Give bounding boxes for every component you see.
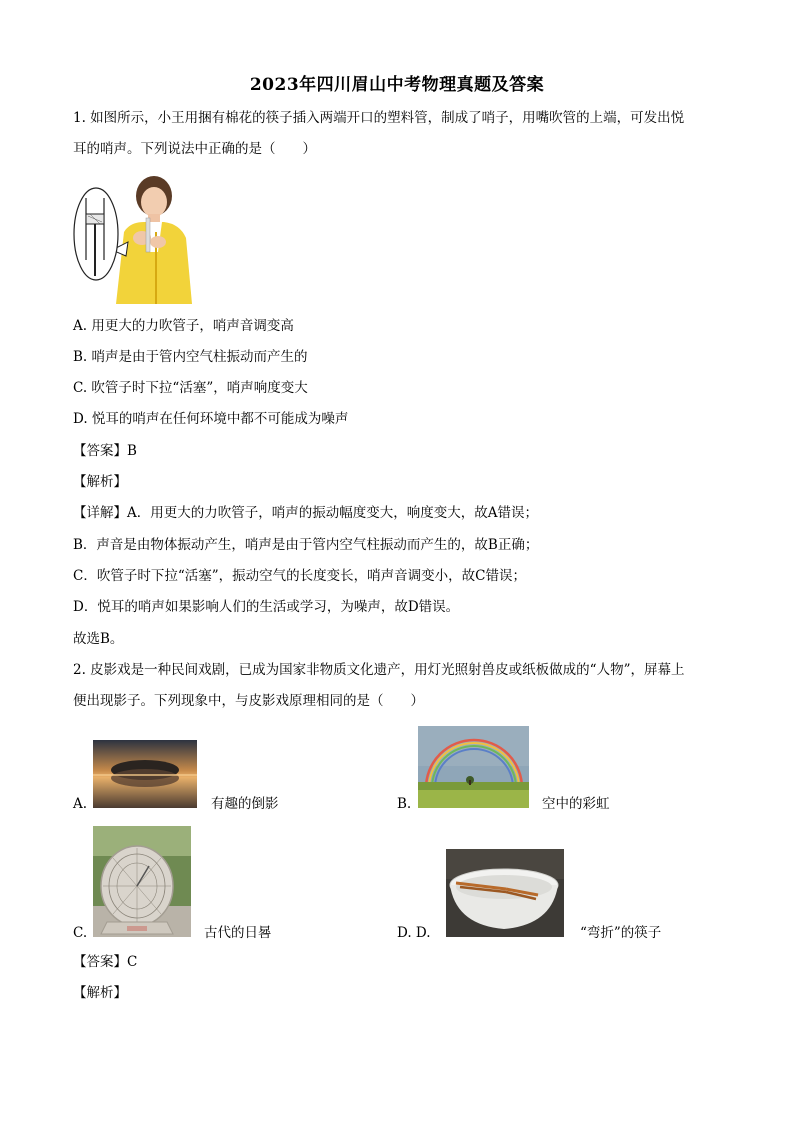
q2-option-a-label: A.	[73, 796, 88, 812]
q1-detail-line2: B．声音是由物体振动产生，哨声是由于管内空气柱振动而产生的，故B正确；	[73, 537, 539, 553]
q1-stem-line2: 耳的哨声。下列说法中正确的是（ ）	[73, 141, 316, 157]
q2-option-d-text: “弯折”的筷子	[580, 925, 662, 941]
q2-stem-line2: 便出现影子。下列现象中，与皮影戏原理相同的是（ ）	[73, 693, 424, 709]
q2-answer: 【答案】C	[73, 954, 138, 970]
q2-option-a-text: 有趣的倒影	[211, 796, 279, 812]
q1-option-a: A. 用更大的力吹管子，哨声音调变高	[73, 318, 294, 334]
q1-analysis-heading: 【解析】	[73, 474, 127, 490]
q2-stem-line1: 2. 皮影戏是一种民间戏剧，已成为国家非物质文化遗产，用灯光照射兽皮或纸板做成的“人物”，屏幕上	[73, 662, 685, 678]
q1-stem-line1: 1. 如图所示，小王用捆有棉花的筷子插入两端开口的塑料管，制成了哨子，用嘴吹管的上端，可发出悦	[73, 110, 685, 126]
q2-option-c-text: 古代的日晷	[204, 925, 272, 941]
q1-option-b: B. 哨声是由于管内空气柱振动而产生的	[73, 349, 308, 365]
q2-analysis-heading: 【解析】	[73, 985, 127, 1001]
q1-option-c: C. 吹管子时下拉“活塞”，哨声响度变大	[73, 380, 308, 396]
q2-option-b-label: B.	[397, 796, 412, 812]
sundial-photo	[93, 826, 191, 937]
q1-detail-line4: D．悦耳的哨声如果影响人们的生活或学习，为噪声，故D错误。	[73, 599, 460, 615]
reflection-photo	[93, 740, 197, 808]
q1-detail-line1: 【详解】A．用更大的力吹管子，哨声的振动幅度变大，响度变大，故A错误；	[73, 505, 538, 521]
rainbow-photo	[418, 726, 529, 808]
q2-option-d-label: D. D.	[397, 925, 431, 941]
q1-option-d: D. 悦耳的哨声在任何环境中都不可能成为噪声	[73, 411, 349, 427]
q1-answer: 【答案】B	[73, 443, 137, 459]
q1-detail-line3: C．吹管子时下拉“活塞”，振动空气的长度变长，哨声音调变小，故C错误；	[73, 568, 526, 584]
q2-option-c-label: C.	[73, 925, 88, 941]
chopsticks-bowl-photo	[446, 849, 564, 937]
q1-figure-whistle-girl	[72, 172, 194, 304]
q2-option-b-text: 空中的彩虹	[542, 796, 610, 812]
q1-conclusion: 故选B。	[73, 631, 124, 647]
page-title: 2023年四川眉山中考物理真题及答案	[249, 75, 545, 95]
